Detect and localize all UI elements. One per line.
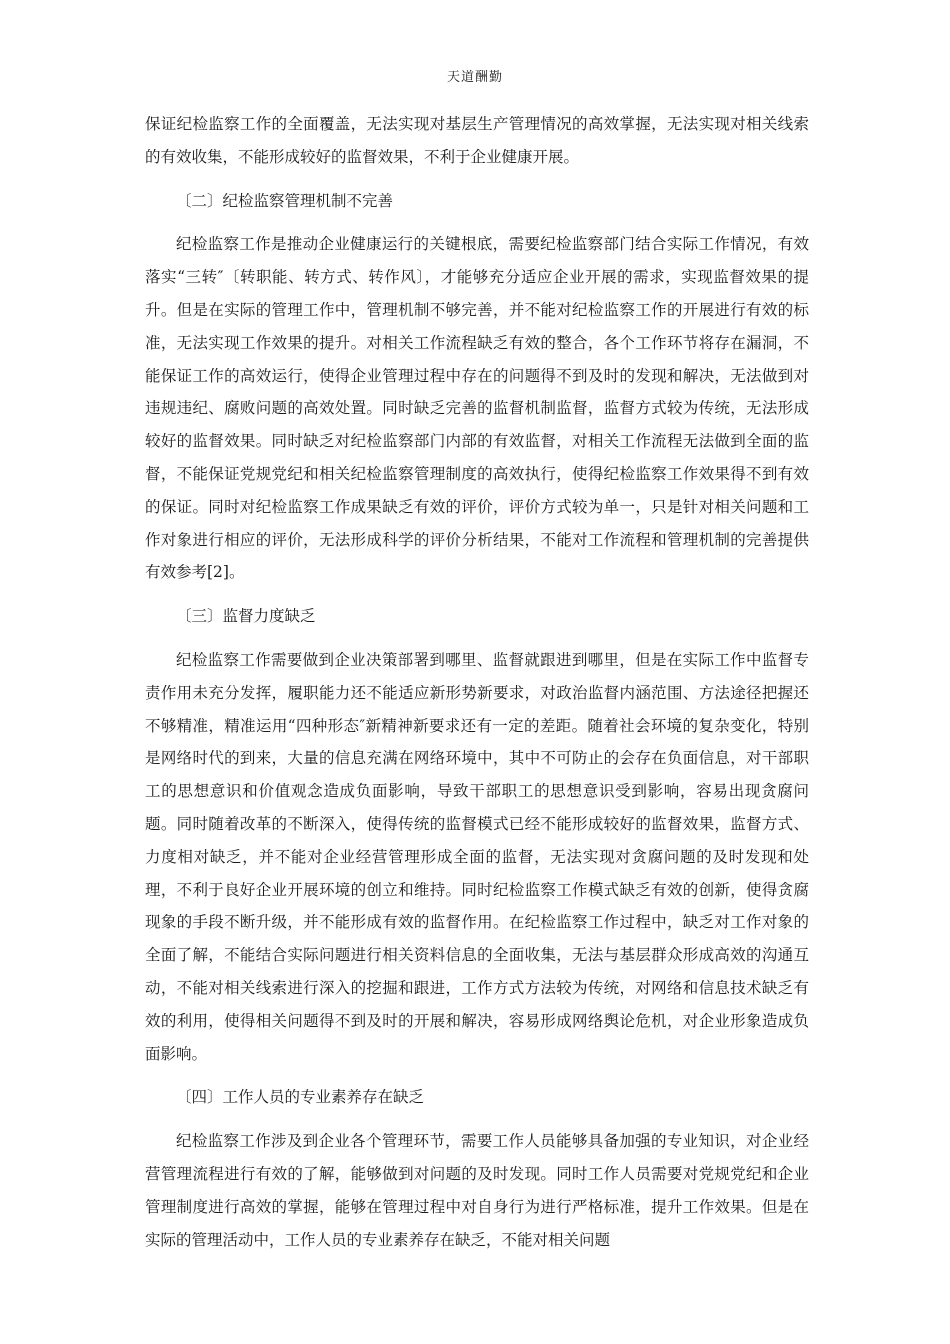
paragraph-section-4: 纪检监察工作涉及到企业各个管理环节，需要工作人员能够具备加强的专业知识，对企业经营管理流程进行有效的了解，能够做到对问题的及时发现。同时工作人员需要对党规党纪和企业管理制度进行高效的掌握，能够在管理过程中对自身行为进行严格标准，提升工作效果。但是在实际的管理活动中，工作人员的专业素养存在缺乏，不能对相关问题 bbox=[145, 1132, 809, 1249]
section-heading-2: 〔二〕纪检监察管理机制不完善 bbox=[176, 191, 394, 210]
section-heading-3: 〔三〕监督力度缺乏 bbox=[176, 607, 316, 626]
paragraph-section-3: 纪检监察工作需要做到企业决策部署到哪里、监督就跟进到哪里，但是在实际工作中监督专责作用未充分发挥，履职能力还不能适应新形势新要求，对政治监督内涵范围、方法途径把握还不够精准，精准运用“四种形态″新精神新要求还有一定的差距。随着社会环境的复杂变化，特别是网络时代的到来，大量的信息充满在网络环境中，其中不可防止的会存在负面信息，对干部职工的思想意识和价值观念造成负面影响，导致干部职工的思想意识受到影响，容易出现贪腐问题。同时随着改革的不断深入，使得传统的监督模式已经不能形成较好的监督效果，监督方式、力度相对缺乏，并不能对企业经营管理形成全面的监督，无法实现对贪腐问题的及时发现和处理，不利于良好企业开展环境的创立和维持。同时纪检监察工作模式缺乏有效的创新，使得贪腐现象的手段不断升级，并不能形成有效的监督作用。在纪检监察工作过程中，缺乏对工作对象的全面了解，不能结合实际问题进行相关资料信息的全面收集，无法与基层群众形成高效的沟通互动，不能对相关线索进行深入的挖掘和跟进，工作方式方法较为传统，对网络和信息技术缺乏有效的利用，使得相关问题得不到及时的开展和解决，容易形成网络舆论危机，对企业形象造成负面影响。 bbox=[145, 650, 809, 1063]
document-body bbox=[145, 108, 809, 1256]
section-heading-4: 〔四〕工作人员的专业素养存在缺乏 bbox=[176, 1088, 425, 1107]
paragraph-continuation: 保证纪检监察工作的全面覆盖，无法实现对基层生产管理情况的高效掌握，无法实现对相关线索的有效收集，不能形成较好的监督效果，不利于企业健康开展。 bbox=[145, 115, 809, 166]
page-header: 天道酬勤 bbox=[446, 70, 503, 85]
paragraph-section-2: 纪检监察工作是推动企业健康运行的关键根底，需要纪检监察部门结合实际工作情况，有效落实“三转″〔转职能、转方式、转作风〕，才能够充分适应企业开展的需求，实现监督效果的提升。但是在实际的管理工作中，管理机制不够完善，并不能对纪检监察工作的开展进行有效的标准，无法实现工作效果的提升。对相关工作流程缺乏有效的整合，各个工作环节将存在漏洞，不能保证工作的高效运行，使得企业管理过程中存在的问题得不到及时的发现和解决，无法做到对违规违纪、腐败问题的高效处置。同时缺乏完善的监督机制监督，监督方式较为传统，无法形成较好的监督效果。同时缺乏对纪检监察部门内部的有效监督，对相关工作流程无法做到全面的监督，不能保证党规党纪和相关纪检监察管理制度的高效执行，使得纪检监察工作效果得不到有效的保证。同时对纪检监察工作成果缺乏有效的评价，评价方式较为单一，只是针对相关问题和工作对象进行相应的评价，无法形成科学的评价分析结果，不能对工作流程和管理机制的完善提供有效参考[2]。 bbox=[145, 235, 809, 582]
